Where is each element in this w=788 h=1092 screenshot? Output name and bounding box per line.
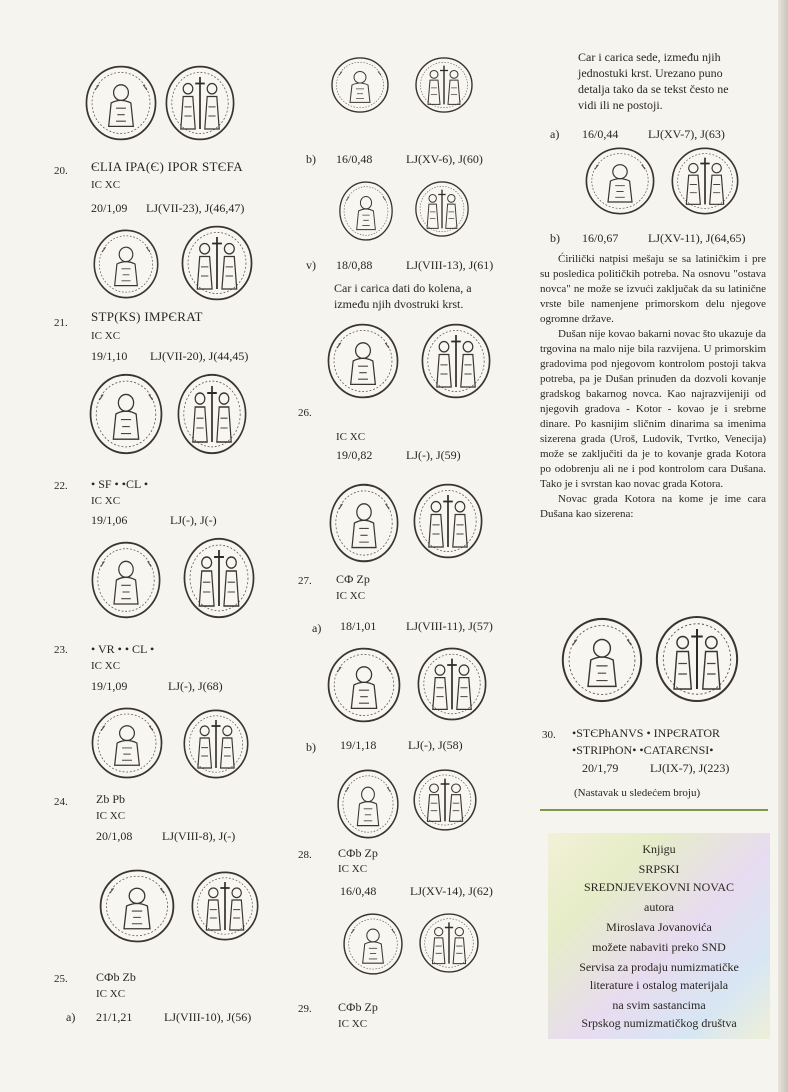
sub-entry-label: v) (306, 258, 316, 272)
catalog-reference: LJ(-), J(-) (170, 513, 217, 527)
coin-reverse (420, 322, 492, 400)
weight-reference: 19/1,06 (91, 513, 128, 527)
entry-number: 20. (54, 165, 68, 177)
weight-reference: 20/1,79 (582, 761, 619, 775)
entry-number: 26. (298, 407, 312, 419)
weight-reference: 19/1,18 (340, 738, 377, 752)
description-line: Car i carica dati do kolena, a (334, 281, 472, 295)
coin-reverse (180, 224, 254, 302)
coin-obverse (330, 56, 390, 114)
entry-number: 30. (542, 729, 556, 741)
weight-reference: 19/1,10 (91, 349, 128, 363)
divider (540, 809, 768, 811)
catalog-reference: LJ(XV-7), J(63) (648, 127, 725, 141)
coin-obverse (326, 322, 400, 400)
weight-reference: 16/0,48 (340, 884, 377, 898)
weight-reference: 19/1,09 (91, 679, 128, 693)
sub-entry-label: b) (306, 740, 316, 754)
entry-number: 23. (54, 644, 68, 656)
catalog-reference: LJ(XV-14), J(62) (410, 884, 493, 898)
catalog-reference: LJ(-), J(59) (406, 448, 461, 462)
coin-obverse (98, 868, 176, 944)
coin-obverse (560, 616, 644, 704)
weight-reference: 16/0,44 (582, 127, 619, 141)
description-line: između njih dvostruki krst. (334, 297, 464, 311)
coin-legend: STP(KS) IMPЄRAT (91, 309, 203, 324)
coin-legend: • SF • •CL • (91, 477, 149, 491)
entry-number: 27. (298, 575, 312, 587)
coin-reverse (176, 372, 248, 456)
ic-xc-abbreviation: IC XC (91, 495, 121, 507)
weight-reference: 19/0,82 (336, 448, 373, 462)
ad-line: Srpskog numizmatičkog društva (581, 1016, 737, 1030)
catalog-reference: LJ(VIII-8), J(-) (162, 829, 236, 843)
coin-legend: CФb Zp (338, 1000, 378, 1014)
coin-legend: •STЄPhANVS • INPЄRATOR (572, 726, 721, 740)
coin-obverse (342, 912, 404, 976)
entry-number: 21. (54, 317, 68, 329)
coin-reverse (412, 768, 478, 832)
ad-line: literature i ostalog materijala (589, 978, 729, 992)
ic-xc-abbreviation: IC XC (96, 810, 126, 822)
ic-xc-abbreviation: IC XC (338, 1018, 368, 1030)
entry-number: 22. (54, 480, 68, 492)
ic-xc-abbreviation: IC XC (91, 660, 121, 672)
coin-obverse (338, 180, 394, 242)
ad-line: možete nabaviti preko SND (592, 940, 726, 954)
coin-reverse (670, 146, 740, 216)
catalog-reference: LJ(VIII-10), J(56) (164, 1010, 252, 1024)
coin-reverse (190, 870, 260, 942)
coin-reverse (414, 56, 474, 114)
body-text (540, 252, 766, 522)
continued-note: (Nastavak u sledećem broju) (574, 787, 701, 799)
entry-number: 29. (298, 1003, 312, 1015)
description-line: detalja tako da se tekst često ne (578, 82, 729, 96)
ad-line: SREDNJEVEKOVNI NOVAC (583, 880, 735, 894)
entry-number: 25. (54, 973, 68, 985)
weight-reference: 16/0,67 (582, 231, 619, 245)
coin-obverse (584, 146, 656, 216)
coin-obverse (88, 372, 164, 456)
paragraph: Novac grada Kotora na kome je ime cara Dušana kao sizerena: (540, 493, 766, 520)
ic-xc-abbreviation: IC XC (91, 330, 121, 342)
coin-reverse (414, 180, 470, 238)
description-line: vidi ili ne postoji. (578, 98, 663, 112)
ic-xc-abbreviation: IC XC (336, 590, 366, 602)
catalog-reference: LJ(VII-20), J(44,45) (150, 349, 249, 363)
catalog-reference: LJ(VII-23), J(46,47) (146, 201, 245, 215)
coin-legend: CФb Zb (96, 970, 136, 984)
catalog-reference: LJ(-), J(58) (408, 738, 463, 752)
entry-number: 28. (298, 849, 312, 861)
catalog-reference: LJ(XV-6), J(60) (406, 152, 483, 166)
coin-reverse (182, 708, 250, 780)
ic-xc-abbreviation: IC XC (91, 179, 121, 191)
ad-line: autora (644, 900, 674, 914)
sub-entry-label: a) (66, 1010, 76, 1024)
coin-legend: ЄLIA IPA(Є) IPOR STЄFA (91, 159, 243, 174)
coin-obverse (326, 646, 402, 724)
weight-reference: 18/0,88 (336, 258, 373, 272)
ic-xc-abbreviation: IC XC (96, 988, 126, 1000)
weight-reference: 18/1,01 (340, 619, 377, 633)
coin-obverse (328, 482, 400, 564)
coin-reverse (182, 536, 256, 620)
sub-entry-label: b) (550, 231, 560, 245)
coin-legend: • VR • • CL • (91, 642, 155, 656)
coin-obverse (90, 706, 164, 780)
coin-obverse (336, 768, 400, 840)
coin-reverse-top-left (164, 64, 236, 142)
ad-line: Knjigu (642, 842, 676, 856)
weight-reference: 21/1,21 (96, 1010, 133, 1024)
description-line: Car i carica sede, između njih (578, 50, 721, 64)
ic-xc-abbreviation: IC XC (338, 863, 368, 875)
coin-reverse (654, 614, 740, 704)
coin-legend: •STRIPhON• •CATARЄNSI• (572, 743, 714, 757)
page-edge (778, 0, 788, 1092)
catalog-reference: LJ(VIII-11), J(57) (406, 619, 493, 633)
coin-obverse (92, 228, 160, 300)
sub-entry-label: a) (312, 621, 322, 635)
ad-line: SRPSKI (638, 862, 680, 876)
sub-entry-label: a) (550, 127, 560, 141)
coin-legend: Zb Pb (96, 792, 126, 806)
description-line: jednostuki krst. Urezano puno (578, 66, 723, 80)
coin-obverse-top-left (84, 64, 158, 142)
weight-reference: 20/1,09 (91, 201, 128, 215)
sub-entry-label: b) (306, 152, 316, 166)
catalog-reference: LJ(VIII-13), J(61) (406, 258, 494, 272)
catalog-reference: LJ(IX-7), J(223) (650, 761, 730, 775)
coin-reverse (416, 646, 488, 722)
weight-reference: 20/1,08 (96, 829, 133, 843)
weight-reference: 16/0,48 (336, 152, 373, 166)
ad-line: na svim sastancima (612, 998, 706, 1012)
ad-line: Servisa za prodaju numizmatičke (579, 960, 739, 974)
coin-obverse (90, 540, 162, 620)
catalog-reference: LJ(XV-11), J(64,65) (648, 231, 746, 245)
coin-legend: CФ Zp (336, 572, 370, 586)
book-advertisement (548, 833, 770, 1039)
coin-reverse (418, 912, 480, 974)
catalog-reference: LJ(-), J(68) (168, 679, 223, 693)
paragraph: Ćirilički natpisi mešaju se sa latiničkim i pre su posledica političkih potreba. Na osnovu "ostava novca" ne može se izvući zaključak da su latinične vrste bile namenjene primorskom delu njegove ogromne države. (540, 253, 766, 325)
ad-line: Miroslava Jovanovića (606, 920, 712, 934)
paragraph: Dušan nije kovao bakarni novac što ukazuje da trgovina na malo nije bila razvijena. U primorskim gradovima pod njegovom kontrolom postoji takva potreba, pa je Dušan prinuđen da dozvoli kovanje gradskog bakarnog novca. Kao najrazvijeniji od njegovih gradova - Kotor - kovao je i srebrne dinare. Po kasnijim sličnim dinarima sa imenima sizerena grada (Uroš, Ludovik, Tvrtko, Venecija) može se zaključiti da je to kovanje grada Kotora po odobrenju ali ne i pod kontrolom cara Dušana. Tako je i svrstan kao novac grada Kotora. (540, 328, 766, 490)
coin-legend: CФb Zp (338, 846, 378, 860)
coin-reverse (412, 482, 484, 560)
ic-xc-abbreviation: IC XC (336, 431, 366, 443)
entry-number: 24. (54, 796, 68, 808)
